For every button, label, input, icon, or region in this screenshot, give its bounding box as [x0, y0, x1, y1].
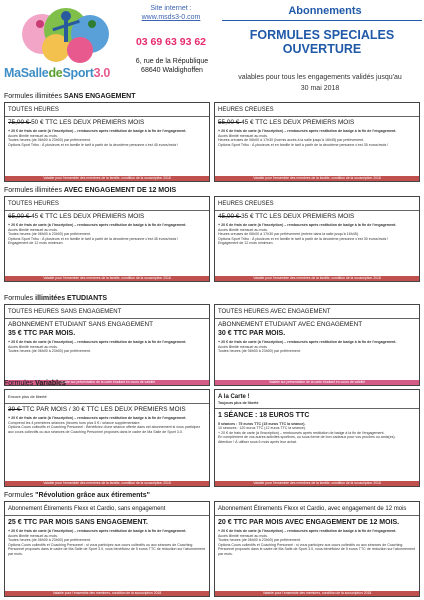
offer-divider — [5, 318, 209, 319]
offer-price — [215, 213, 419, 221]
offer-card — [4, 102, 210, 182]
section-title-emphasis: illimitées ETUDIANTS — [35, 295, 108, 302]
offer-price — [215, 329, 419, 338]
offer-title: HEURES CREUSES — [218, 107, 274, 113]
offer-detail-line: Accès illimité mensuel au mois. — [218, 133, 268, 138]
offer-divider — [215, 515, 419, 516]
offer-card — [214, 501, 420, 597]
offer-title: TOUTES HEURES — [8, 107, 59, 113]
offer-detail-line: Accès illimité mensuel au mois. — [218, 227, 268, 232]
section-title-emphasis: SANS ENGAGEMENT — [63, 93, 136, 100]
offer-card — [4, 304, 210, 386]
offer-subtitle: Toujours plus de liberté — [218, 401, 259, 405]
offer-price — [5, 213, 209, 221]
offer-footer-note: Valable pour l'ensemble des membres de la famille, condition de la souscription 2018 — [5, 481, 209, 486]
offer-old-price: 55,00 € — [218, 119, 242, 126]
offer-price-value: 25 € TTC PAR MOIS SANS ENGAGEMENT. — [8, 519, 148, 526]
offer-price — [5, 406, 209, 414]
abonnements-title: Abonnements — [288, 5, 362, 17]
offer-title: Abonnement Étirements Flexx et Cardio, sans engagement — [8, 506, 166, 512]
offer-price-value: 45 € TTC LES DEUX PREMIERS MOIS — [31, 213, 145, 220]
offer-card — [4, 196, 210, 282]
offer-price-value: 50 € TTC LES DEUX PREMIERS MOIS — [31, 119, 145, 126]
formules-heading-line-1: FORMULES SPECIALES — [249, 28, 395, 42]
offer-detail-line: Toutes heures (de 06h00 à 23h00) par prélèvement. — [218, 349, 301, 354]
offer-detail-line: Accès illimité mensuel au mois. — [8, 227, 58, 232]
offer-detail-line: Accès illimité mensuel au mois. — [8, 344, 58, 349]
offer-divider — [215, 318, 419, 319]
offer-detail-line: Options Cours collectifs et Coaching Personnel : si vous participez aux cours collectifs ou aux séances de Coaching Personnel proposés dans le cadre de Ma Salle de Sport 3.0, vous bénéficiez de 5 euros TTC de réduction sur l'abonnement par mois. — [218, 542, 415, 556]
offer-footer-note: Valable pour l'ensemble des membres de la famille, condition de la souscription 2018 — [5, 176, 209, 181]
offer-price — [215, 518, 419, 527]
offer-detail-line: Accès illimité mensuel au mois. — [218, 533, 268, 538]
offer-detail-line: + 20 € de frais de carte (à l'inscription) – remboursés après restitution de badge à la fin de l'engagement. — [8, 223, 187, 227]
site-url-link[interactable]: www.msds3-0.com — [141, 14, 201, 21]
offer-title: A la Carte ! — [218, 394, 250, 400]
offer-price — [5, 329, 209, 338]
section-title-emphasis: Variables — [35, 380, 66, 387]
section-title-emphasis: "Révolution grâce aux étirements" — [35, 492, 150, 499]
section-title-prefix: Formules illimitées — [4, 187, 64, 194]
offer-detail-line: Options Sport Tribu : À plusieurs et en famille le tarif à partir de la deuxième personne c'est 30 euros/mois ! — [218, 236, 389, 241]
address-line-1: 6, rue de la République — [135, 58, 209, 65]
validity-note — [216, 72, 424, 94]
offer-detail-line: Toutes heures (de 06h00 à 23h00) par prélèvement. — [8, 138, 91, 143]
offer-detail-line: 5 séances : 75 euros TTC (15 euros TTC la séance). — [218, 421, 306, 426]
formules-heading — [222, 28, 422, 56]
offer-detail-line: Heures creuses de 06h00 à 17h30 (hormis accès à la salle jusqu'à 16h45) par prélèvement. — [218, 138, 365, 143]
section-title-emphasis: AVEC ENGAGEMENT DE 12 MOIS — [63, 187, 177, 194]
section-title-prefix: Formules — [4, 295, 36, 302]
offer-price-value: 1 SÉANCE : 18 EUROS TTC — [218, 411, 310, 419]
offer-title: TOUTES HEURES SANS ENGAGEMENT — [8, 309, 122, 315]
offer-detail-line: Toutes heures (de 06h00 à 23h00) par prélèvement. — [8, 538, 91, 543]
offer-footer-note: Valable sur présentation de la carte étudiant en cours de validité — [215, 380, 419, 385]
offer-footer-note: Valable sur présentation de la carte étudiant en cours de validité — [5, 380, 209, 385]
offer-footer-note: Valable pour l'ensemble des membres, condition de la souscription 2018 — [5, 591, 209, 596]
offer-divider — [5, 210, 209, 211]
offer-detail-line: Engagement de 12 mois minimum. — [8, 241, 64, 246]
title-divider — [222, 20, 422, 21]
offer-detail-line: + 20 € de frais de carte (à l'inscription) – remboursés après restitution de badge à la fin de l'engagement. — [218, 223, 397, 227]
offer-footer-note: Valable pour l'ensemble des membres de la famille, condition de la souscription 2018 — [215, 481, 419, 486]
offer-detail-line: Options Sport Tribu : À plusieurs et en famille le tarif à partir de la deuxième personne c'est 45 euros/mois ! — [8, 236, 179, 241]
offer-old-price: 65,00 € — [8, 213, 32, 220]
offer-price-value: 35 € TTC LES DEUX PREMIERS MOIS — [241, 213, 355, 220]
offer-detail-line: Comprend les 4 premières séances (heures hors pics 5 € / séance supplémentaire. — [8, 420, 141, 425]
section-title — [4, 379, 66, 389]
offer-detail-line: Toutes heures (de 06h00 à 23h00) par prélèvement. — [8, 232, 91, 237]
logo-figures-icon — [18, 4, 114, 66]
offer-subtitle: ABONNEMENT ETUDIANT AVEC ENGAGEMENT — [218, 321, 363, 328]
offer-detail-line: + 20 € de frais de carte (à l'inscription) – remboursés après restitution de badge à la fin de l'engagement. — [218, 129, 397, 133]
offer-divider — [5, 116, 209, 117]
offer-detail-line: + 20 € de frais de carte (à l'inscription) – remboursés après restitution de badge à la fin de l'engagement. — [8, 340, 187, 344]
logo-text: MaSalledeSport3.0 — [4, 66, 111, 80]
offer-detail-line: + 20 € de frais de carte (à l'inscription) – remboursés après restitution de badge à la fin de l'engagement. — [218, 430, 385, 435]
offer-detail-line: + 20 € de frais de carte (à l'inscription) – remboursés après restitution de badge à la fin de l'engagement. — [218, 340, 397, 344]
section-title — [4, 92, 135, 102]
offer-price — [5, 518, 209, 527]
address — [130, 57, 214, 75]
offer-footer-note: Valable pour l'ensemble des membres de la famille, condition de la souscription 2018 — [5, 276, 209, 281]
offer-title: Encore plus de liberté — [8, 394, 47, 399]
offer-old-price: 39 € — [8, 406, 23, 413]
section-title-prefix: Formules illimitées — [4, 93, 64, 100]
offer-card — [4, 389, 210, 487]
validity-line-1: valables pour tous les engagements validés jusqu'au — [238, 74, 402, 81]
offer-title: Abonnement Étirements Flexx et Cardio, avec engagement de 12 mois — [218, 506, 407, 512]
offer-card — [214, 196, 420, 282]
formules-heading-line-2: OUVERTURE — [282, 42, 362, 56]
offer-detail-line: Attention ! À utiliser sous 6 mois après leur achat. — [218, 439, 297, 444]
offer-detail-line: 10 séances : 120 euros TTC (12 euros TTC la séance). — [218, 426, 306, 431]
section-title-prefix: Formules — [4, 492, 36, 499]
offer-price-value: 35 € TTC PAR MOIS. — [8, 330, 76, 337]
offer-price — [5, 119, 209, 127]
offer-footer-note: Valable pour l'ensemble des membres de la famille, condition de la souscription 2018 — [215, 176, 419, 181]
offer-title: TOUTES HEURES — [8, 201, 59, 207]
offer-card — [214, 304, 420, 386]
validity-line-2: 30 mai 2018 — [300, 85, 340, 92]
offer-old-price: 75,00 € — [8, 119, 32, 126]
offer-detail-line: + 20 € de frais de carte (à l'inscription) – remboursés après restitution de badge à la fin de l'engagement. — [8, 129, 187, 133]
offer-divider — [5, 403, 209, 404]
section-title — [4, 186, 176, 196]
offer-detail-line: Accès illimité mensuel au mois. — [8, 533, 58, 538]
offer-detail-line: + 20 € de frais de carte (à l'inscription) – remboursés après restitution de badge à la fin de l'engagement. — [8, 529, 187, 533]
offer-divider — [215, 210, 419, 211]
offer-divider — [215, 116, 419, 117]
offer-detail-line: Heures creuses de 06h00 à 17h30 par prélèvement (entrée dans la salle jusqu'à 16h45). — [218, 232, 359, 237]
section-title — [4, 294, 107, 304]
offer-price — [215, 119, 419, 127]
offer-card — [214, 389, 420, 487]
offer-footer-note: Valable pour l'ensemble des membres, condition de la souscription 2018 — [215, 591, 419, 596]
address-line-2: 68640 Waldighoffen — [141, 67, 203, 74]
offer-detail-line: Accès illimité mensuel au mois. — [218, 344, 268, 349]
offer-subtitle: ABONNEMENT ETUDIANT SANS ENGAGEMENT — [8, 321, 153, 328]
offer-detail-line: + 20 € de frais de carte (à l'inscription) – remboursés après restitution de badge à la fin de l'engagement. — [218, 529, 397, 533]
offer-detail-line: Options Sport Tribu : À plusieurs et en famille le tarif à partir de la deuxième personne c'est 45 euros/mois ! — [8, 142, 179, 147]
offer-title: TOUTES HEURES AVEC ENGAGEMENT — [218, 309, 331, 315]
offer-price — [215, 411, 419, 420]
offer-price-value: 20 € TTC PAR MOIS AVEC ENGAGEMENT DE 12 MOIS. — [218, 519, 400, 526]
offer-price-value: TTC PAR MOIS / 30 € TTC LES DEUX PREMIERS MOIS — [22, 406, 186, 413]
section-title-prefix: Formules — [4, 380, 36, 387]
offer-title: HEURES CREUSES — [218, 201, 274, 207]
offer-detail-line: En complément de vos autres activités sportives, ou sous forme de bon cadeaux pour vos proches ou amis(es). — [218, 435, 396, 440]
page-header — [0, 0, 424, 92]
offer-detail-line: + 20 € de frais de carte (à l'inscription) – remboursés après restitution de badge à la fin de l'engagement. — [8, 416, 187, 420]
offer-card — [214, 102, 420, 182]
offer-detail-line: Options Sport Tribu : À plusieurs et en famille le tarif à partir de la deuxième personne c'est 35 euros/mois ! — [218, 142, 389, 147]
website-block — [132, 4, 210, 22]
section-title — [4, 491, 150, 501]
offer-divider — [215, 408, 419, 409]
offer-detail-line: Toutes heures (de 06h00 à 23h00) par prélèvement. — [8, 349, 91, 354]
logo — [4, 4, 122, 88]
offer-detail-line: Engagement de 12 mois minimum. — [218, 241, 274, 246]
offer-old-price: 45,00 € — [218, 213, 242, 220]
site-label: Site internet : — [150, 5, 192, 12]
offer-price-value: 30 € TTC PAR MOIS. — [218, 330, 286, 337]
offer-detail-line: Options Cours collectifs et Coaching Personnel : si vous participez aux cours collectifs ou aux séances de Coaching Personnel proposés dans le cadre de Ma Salle de Sport 3.0, vous bénéficiez de 5 euros TTC de réduction sur l'abonnement par mois. — [8, 542, 205, 556]
offer-divider — [5, 515, 209, 516]
offer-card — [4, 501, 210, 597]
offer-detail-line: Accès illimité mensuel au mois. — [8, 133, 58, 138]
offer-detail-line: Toutes heures (de 06h00 à 23h00) par prélèvement. — [218, 538, 301, 543]
offer-detail-line: Options Cours collectifs et Coaching Personnel : Bénéficiez d'une séance offerte dans cet abonnement si vous participez aux cours collectifs ou aux séances de Coaching Personnel proposés dans le cadre de Ma Salle de Sport 3.0. — [8, 425, 201, 434]
offer-price-value: 45 € TTC LES DEUX PREMIERS MOIS — [241, 119, 355, 126]
offer-footer-note: Valable pour l'ensemble des membres de la famille, condition de la souscription 2018 — [215, 276, 419, 281]
phone-number: 03 69 63 93 62 — [135, 36, 207, 48]
